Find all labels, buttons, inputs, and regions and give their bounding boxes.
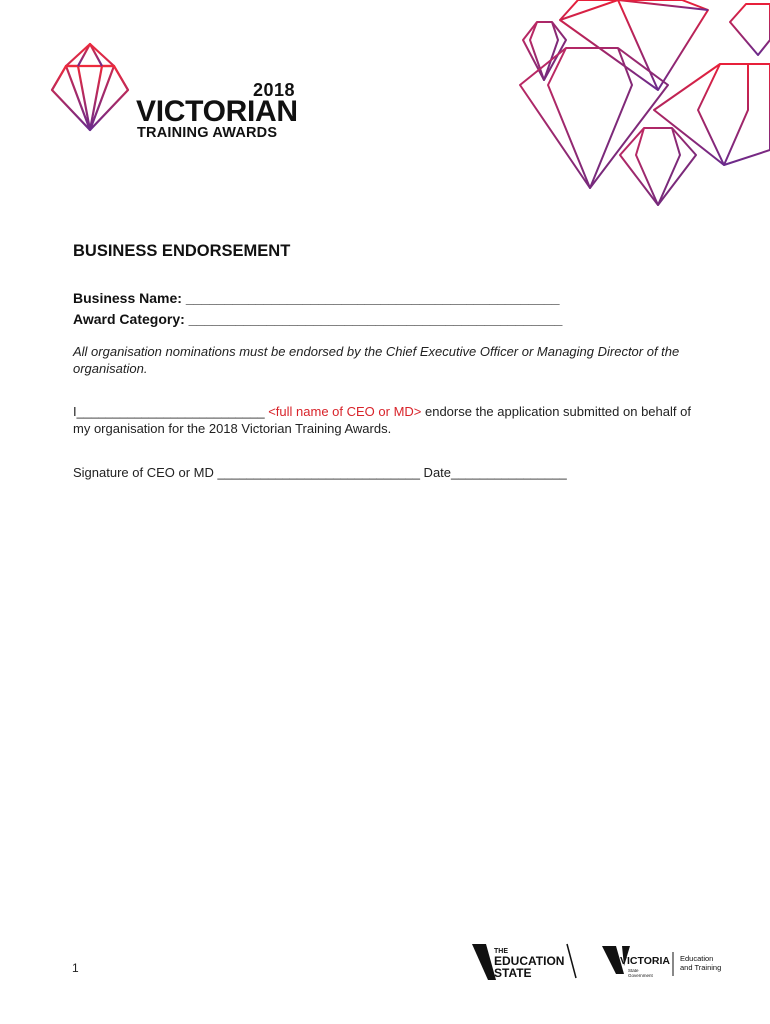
signature-date-line[interactable]: Signature of CEO or MD ____________________________ Date________________ (73, 465, 567, 480)
page-number: 1 (72, 961, 79, 975)
edu-state-education: EDUCATION (494, 954, 565, 968)
victoria-sub2: Government (628, 973, 653, 978)
dept-line2: and Training (680, 963, 722, 972)
dept-line1: Education (680, 954, 714, 963)
victoria-sub1: State (628, 968, 639, 973)
victoria-text: VICTORIA (620, 955, 670, 967)
edu-state-the: THE (494, 948, 508, 955)
victoria-logo-icon (602, 946, 721, 978)
ceo-name-placeholder: <full name of CEO or MD> (268, 404, 422, 419)
instruction-text: All organisation nominations must be endorsed by the Chief Executive Officer or Managing Director of the organisation. (73, 344, 680, 376)
endorsement-paragraph (73, 404, 703, 437)
gem-large-right (654, 64, 770, 165)
gem-large-top (560, 0, 708, 90)
gem-small-bottom (620, 128, 696, 205)
ceo-name-blank[interactable]: I__________________________ (73, 404, 269, 419)
gem-small-top-right (730, 4, 770, 55)
decorative-gems (508, 0, 770, 210)
gem-small-1 (523, 22, 566, 80)
document-title: BUSINESS ENDORSEMENT (73, 242, 291, 260)
logo-subtitle: TRAINING AWARDS (137, 125, 278, 141)
logo-title: VICTORIAN (136, 95, 298, 128)
business-name-field[interactable]: Business Name: ________________________________________________ (73, 290, 560, 306)
education-state-logo-icon (472, 944, 576, 980)
edu-state-state: STATE (494, 966, 532, 980)
logo-gem-icon (42, 40, 138, 134)
logo-year: 2018 (253, 80, 296, 100)
gem-large-center (520, 48, 668, 188)
footer-logos (470, 940, 740, 984)
endorsement-text: endorse the application submitted on behalf of my organisation for the 2018 Victorian Training Awards. (73, 404, 691, 436)
award-category-field[interactable]: Award Category: ________________________________________________ (73, 311, 563, 327)
